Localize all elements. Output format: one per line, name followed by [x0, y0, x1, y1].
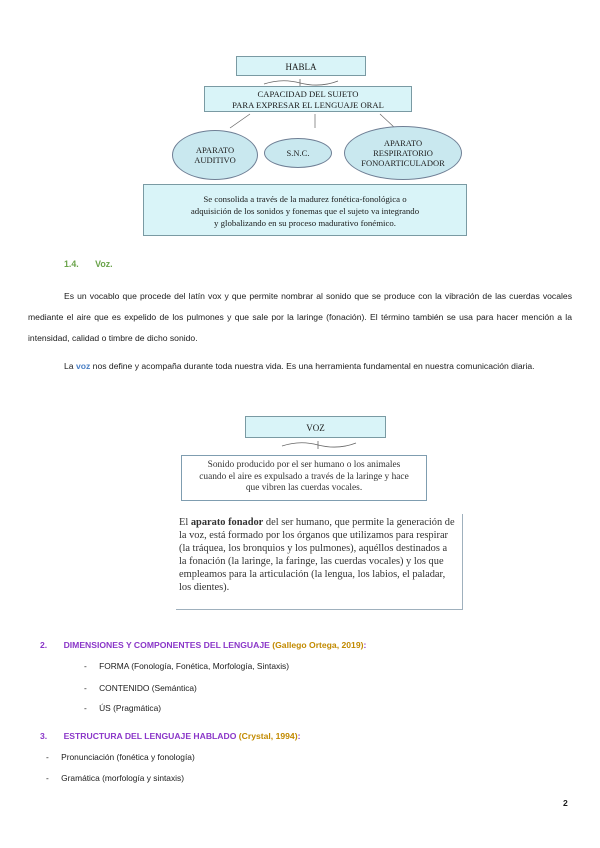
list-bullet: -	[84, 661, 87, 671]
page-number: 2	[563, 798, 568, 808]
voz-box	[245, 416, 386, 438]
list-bullet: -	[84, 683, 87, 693]
section-2-colon: :	[363, 640, 367, 650]
list-bullet: -	[46, 773, 49, 783]
capacidad-line2: PARA EXPRESAR EL LENGUAJE ORAL	[232, 99, 384, 110]
ellipse-right-line3: FONOARTICULADOR	[361, 158, 445, 168]
list-bullet: -	[46, 752, 49, 762]
section-2-title: DIMENSIONES Y COMPONENTES DEL LENGUAJE	[63, 640, 270, 650]
list-item	[84, 703, 161, 713]
section-1-4-title: Voz.	[95, 259, 113, 269]
list-item	[46, 773, 184, 783]
paragraph-voz-definition: Es un vocablo que procede del latín vox y que permite nombrar al sonido que se produce con la vibración de las cuerdas vocales mediante el aire que es expelido de los pulmones y que sale por la laringe (fonación). El término también se usa para hacer mención a la intensidad, calidad o timbre de dicho sonido.	[28, 291, 572, 343]
habla-label: HABLA	[285, 62, 317, 72]
list-item	[84, 683, 197, 693]
list-item	[84, 661, 289, 671]
ellipse-left-line1: APARATO	[195, 145, 235, 155]
sonido-line1: Sonido producido por el ser humano o los animales	[207, 460, 401, 470]
arrow-connector-icon	[280, 438, 360, 450]
aparato-fonador-box	[176, 514, 463, 610]
paragraph2-highlight: voz	[75, 361, 91, 371]
section-3-colon: :	[297, 731, 301, 741]
aparato-rest: del ser humano, que permite la generación de la voz, está formado por los órganos que utilizamos para respirar (la tráquea, los bronquios y los pulmones), aquéllos destinados a la fonación (la laringe, la faringe, las cuerdas vocales) y los que empleamos para la articulación (la lengua, los labios, el paladar, los dientes).	[179, 517, 455, 593]
ellipse-right-line1: APARATO	[383, 138, 423, 148]
bottom-line1: Se consolida a través de la madurez fonética-fonológica o	[203, 194, 407, 204]
list-item	[46, 752, 195, 762]
list-item-text: ÚS (Pragmática)	[99, 703, 162, 713]
ellipse-aparato-respiratorio	[344, 126, 462, 180]
capacidad-box	[204, 86, 412, 112]
sonido-box	[181, 455, 427, 501]
bottom-line3: y globalizando en su proceso madurativo fonémico.	[214, 218, 396, 228]
habla-box	[236, 56, 366, 76]
ellipse-mid-label: S.N.C.	[286, 148, 310, 158]
bottom-line2: adquisición de los sonidos y fonemas que el sujeto va integrando	[190, 206, 420, 216]
section-2-heading	[40, 640, 366, 650]
ellipse-aparato-auditivo	[172, 130, 258, 180]
paragraph-voz-importance	[28, 356, 572, 377]
sonido-line3: que vibren las cuerdas vocales.	[245, 483, 363, 493]
list-item-text: CONTENIDO (Semántica)	[99, 683, 197, 693]
list-item-text: FORMA (Fonología, Fonética, Morfología, Sintaxis)	[99, 661, 290, 671]
aparato-bold: aparato fonador	[190, 517, 264, 528]
ellipse-snc	[264, 138, 332, 168]
capacidad-line1: CAPACIDAD DEL SUJETO	[257, 89, 359, 99]
section-3-title: ESTRUCTURA DEL LENGUAJE HABLADO	[63, 731, 237, 741]
paragraph2-prefix: La	[64, 361, 74, 371]
list-item-text: Pronunciación (fonética y fonología)	[61, 752, 195, 762]
list-bullet: -	[84, 703, 87, 713]
paragraph2-rest: nos define y acompaña durante toda nuestra vida. Es una herramienta fundamental en nuestra comunicación diaria.	[92, 361, 535, 371]
section-3-ref: (Crystal, 1994)	[238, 731, 298, 741]
section-3-heading	[40, 731, 300, 741]
aparato-prefix: El	[179, 517, 189, 528]
section-1-4-number: 1.4.	[64, 259, 79, 269]
section-2-ref: (Gallego Ortega, 2019)	[272, 640, 364, 650]
ellipse-left-line2: AUDITIVO	[194, 155, 236, 165]
consolida-box	[143, 184, 467, 236]
section-3-number: 3.	[40, 731, 48, 741]
ellipse-right-line2: RESPIRATORIO	[373, 148, 433, 158]
sonido-line2: cuando el aire es expulsado a través de la laringe y hace	[199, 471, 409, 482]
list-item-text: Gramática (morfología y sintaxis)	[61, 773, 184, 783]
section-2-number: 2.	[40, 640, 48, 650]
section-1-4-heading	[64, 259, 113, 269]
voz-label: VOZ	[306, 423, 325, 433]
